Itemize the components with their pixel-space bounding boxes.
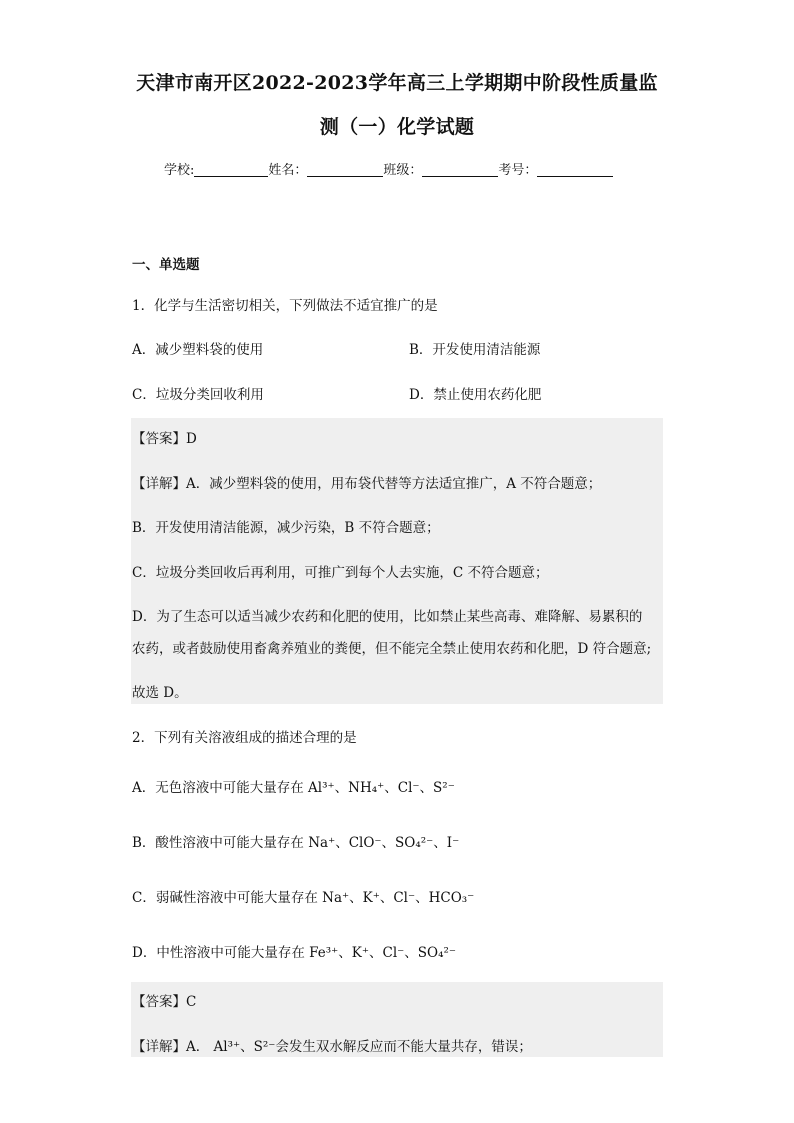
q2-option-d-text: D．中性溶液中可能大量存在 (132, 945, 310, 961)
name-blank[interactable] (307, 162, 383, 177)
q1-detail-6: 故选 D。 (132, 685, 188, 701)
student-info-row (164, 159, 613, 178)
q1-option-c: C．垃圾分类回收利用 (132, 387, 264, 403)
q2-detail-1-ions: Al³⁺、S²⁻ (213, 1039, 276, 1055)
q2-option-d-ions: Fe³⁺、K⁺、Cl⁻、SO₄²⁻ (309, 945, 457, 961)
q1-option-d: D．禁止使用农药化肥 (409, 387, 542, 403)
exam-number-label: 考号： (498, 163, 538, 178)
q2-option-a-ions: Al³⁺、NH₄⁺、Cl⁻、S²⁻ (308, 780, 455, 796)
school-label: 学校: (164, 163, 195, 178)
q1-detail-4: D．为了生态可以适当减少农药和化肥的使用，比如禁止某些高毒、难降解、易累积的 (132, 609, 643, 625)
q2-option-b (132, 831, 459, 851)
q2-option-b-ions: Na⁺、ClO⁻、SO₄²⁻、I⁻ (308, 835, 460, 851)
q2-option-c-text: C．弱碱性溶液中可能大量存在 (132, 890, 323, 906)
q2-detail-1-suffix: 会发生双水解反应而不能大量共存，错误； (275, 1039, 532, 1055)
name-label: 姓名： (268, 163, 308, 178)
school-blank[interactable] (194, 162, 268, 177)
q1-detail-1: 【详解】A．减少塑料袋的使用，用布袋代替等方法适宜推广，A 不符合题意； (132, 476, 602, 492)
q2-option-b-text: B．酸性溶液中可能大量存在 (132, 835, 309, 851)
q2-answer: 【答案】C (132, 994, 197, 1010)
q1-stem: 1．化学与生活密切相关，下列做法不适宜推广的是 (132, 298, 438, 314)
class-blank[interactable] (422, 162, 498, 177)
q1-detail-3: C．垃圾分类回收后再利用，可推广到每个人去实施，C 不符合题意； (132, 565, 549, 581)
q1-detail-2: B．开发使用清洁能源，减少污染，B 不符合题意； (132, 520, 440, 536)
title-line-1: 天津市南开区2022-2023学年高三上学期期中阶段性质量监 (136, 72, 658, 94)
q1-detail-5: 农药，或者鼓励使用畜禽养殖业的粪便，但不能完全禁止使用农药和化肥，D 符合题意; (132, 641, 652, 657)
q1-answer: 【答案】D (132, 431, 197, 447)
exam-number-blank[interactable] (537, 162, 613, 177)
q2-detail-1 (132, 1035, 532, 1055)
title-line-2: 测（一）化学试题 (319, 116, 475, 138)
section-title: 一、单选题 (132, 257, 200, 273)
q2-option-a (132, 776, 455, 796)
q2-detail-1-prefix: 【详解】A． (132, 1039, 214, 1055)
q1-option-b: B．开发使用清洁能源 (409, 342, 541, 358)
q2-stem: 2．下列有关溶液组成的描述合理的是 (132, 730, 357, 746)
q1-option-a: A．减少塑料袋的使用 (132, 342, 264, 358)
q2-option-c-ions: Na⁺、K⁺、Cl⁻、HCO₃⁻ (322, 890, 475, 906)
class-label: 班级： (383, 163, 423, 178)
q2-option-d (132, 941, 456, 961)
q2-option-c (132, 886, 474, 906)
q2-option-a-text: A．无色溶液中可能大量存在 (132, 780, 309, 796)
